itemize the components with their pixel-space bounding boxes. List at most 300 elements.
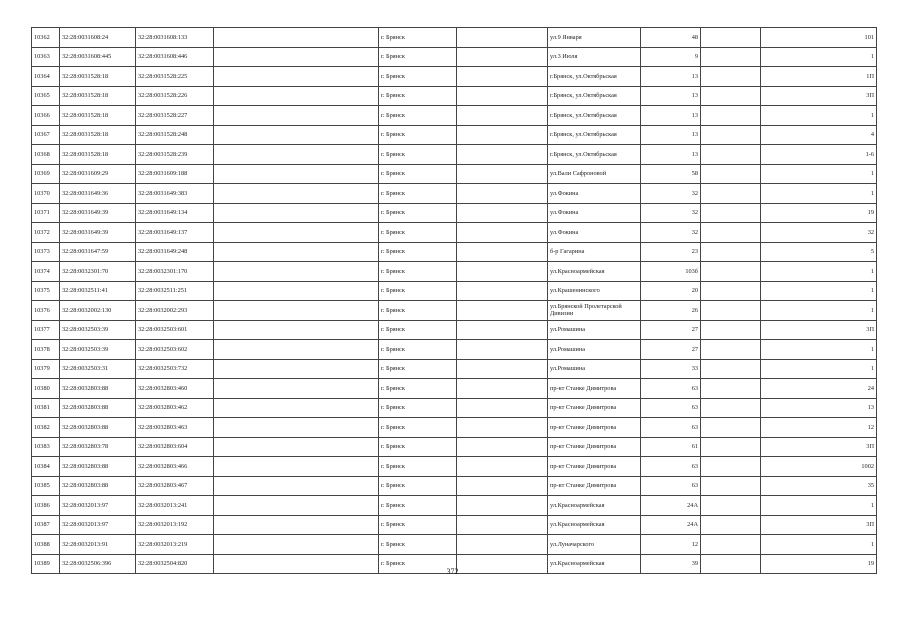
empty-cell	[214, 106, 379, 126]
city-cell: г. Брянск	[379, 28, 457, 48]
empty-cell	[214, 203, 379, 223]
city-cell: г. Брянск	[379, 125, 457, 145]
city-cell: г. Брянск	[379, 106, 457, 126]
house-number-cell: 58	[641, 164, 701, 184]
house-number-cell: 12	[641, 535, 701, 555]
cadastral-block-number: 32:28:0032511:41	[60, 281, 136, 301]
table-row	[32, 398, 877, 418]
cadastral-object-number: 32:28:0032503:601	[136, 320, 214, 340]
empty-cell-2	[457, 47, 548, 67]
empty-cell	[214, 340, 379, 360]
house-number-cell: 24А	[641, 515, 701, 535]
cadastral-block-number: 32:28:0032503:39	[60, 320, 136, 340]
empty-cell-2	[457, 164, 548, 184]
house-number-cell: 63	[641, 398, 701, 418]
empty-cell-2	[457, 496, 548, 516]
table-row	[32, 535, 877, 555]
empty-cell	[214, 281, 379, 301]
row-number: 10379	[32, 359, 60, 379]
cadastral-block-number: 32:28:0031528:18	[60, 86, 136, 106]
house-number-cell: 48	[641, 28, 701, 48]
house-number-cell: 24А	[641, 496, 701, 516]
city-cell: г. Брянск	[379, 223, 457, 243]
house-number-cell: 63	[641, 418, 701, 438]
house-number-cell: 13	[641, 145, 701, 165]
street-cell: пр-кт Станке Димитрова	[548, 379, 641, 399]
table-row	[32, 281, 877, 301]
empty-cell	[214, 67, 379, 87]
city-cell: г. Брянск	[379, 320, 457, 340]
empty-cell	[214, 496, 379, 516]
table-row	[32, 437, 877, 457]
empty-cell-2	[457, 515, 548, 535]
empty-cell-3	[701, 281, 761, 301]
house-number-cell: 103б	[641, 262, 701, 282]
cadastral-object-number: 32:28:0032013:241	[136, 496, 214, 516]
empty-cell-2	[457, 437, 548, 457]
table-row	[32, 86, 877, 106]
house-number-cell: 32	[641, 184, 701, 204]
table-row	[32, 457, 877, 477]
register-table	[31, 27, 877, 574]
city-cell: г. Брянск	[379, 145, 457, 165]
row-number: 10380	[32, 379, 60, 399]
row-number: 10365	[32, 86, 60, 106]
house-number-cell: 27	[641, 320, 701, 340]
empty-cell-3	[701, 340, 761, 360]
cadastral-object-number: 32:28:0031528:239	[136, 145, 214, 165]
apartment-cell: 3П	[761, 86, 877, 106]
empty-cell-2	[457, 106, 548, 126]
city-cell: г. Брянск	[379, 398, 457, 418]
apartment-cell: 19	[761, 203, 877, 223]
empty-cell-2	[457, 535, 548, 555]
empty-cell-3	[701, 515, 761, 535]
street-cell: ул.Фокина	[548, 184, 641, 204]
house-number-cell: 33	[641, 359, 701, 379]
row-number: 10362	[32, 28, 60, 48]
empty-cell	[214, 535, 379, 555]
street-cell: ул.Вали Сафроновой	[548, 164, 641, 184]
table-row	[32, 106, 877, 126]
apartment-cell: 1	[761, 106, 877, 126]
empty-cell-2	[457, 340, 548, 360]
empty-cell-3	[701, 437, 761, 457]
city-cell: г. Брянск	[379, 379, 457, 399]
table-row	[32, 515, 877, 535]
row-number: 10381	[32, 398, 60, 418]
street-cell: ул.3 Июля	[548, 47, 641, 67]
cadastral-block-number: 32:28:0032803:88	[60, 418, 136, 438]
empty-cell-3	[701, 359, 761, 379]
street-cell: ул.Красноармейская	[548, 515, 641, 535]
cadastral-block-number: 32:28:0031528:18	[60, 145, 136, 165]
row-number: 10389	[32, 554, 60, 574]
empty-cell-3	[701, 125, 761, 145]
cadastral-object-number: 32:28:0031528:225	[136, 67, 214, 87]
table-row	[32, 47, 877, 67]
cadastral-block-number: 32:28:0032503:39	[60, 340, 136, 360]
apartment-cell: 1	[761, 535, 877, 555]
table-row	[32, 184, 877, 204]
cadastral-block-number: 32:28:0032013:97	[60, 496, 136, 516]
row-number: 10373	[32, 242, 60, 262]
cadastral-object-number: 32:28:0032803:463	[136, 418, 214, 438]
row-number: 10368	[32, 145, 60, 165]
empty-cell-2	[457, 457, 548, 477]
cadastral-block-number: 32:28:0031649:39	[60, 203, 136, 223]
row-number: 10377	[32, 320, 60, 340]
table-row	[32, 379, 877, 399]
street-cell: г.Брянск, ул.Октябрьская	[548, 86, 641, 106]
empty-cell-3	[701, 418, 761, 438]
table-row	[32, 145, 877, 165]
apartment-cell: 1	[761, 359, 877, 379]
house-number-cell: 9	[641, 47, 701, 67]
cadastral-object-number: 32:28:0031649:137	[136, 223, 214, 243]
table-row	[32, 340, 877, 360]
empty-cell	[214, 301, 379, 321]
empty-cell-2	[457, 86, 548, 106]
row-number: 10387	[32, 515, 60, 535]
street-cell: г.Брянск, ул.Октябрьская	[548, 67, 641, 87]
street-cell: пр-кт Станке Димитрова	[548, 476, 641, 496]
city-cell: г. Брянск	[379, 164, 457, 184]
cadastral-block-number: 32:28:0032803:78	[60, 437, 136, 457]
apartment-cell: 19	[761, 554, 877, 574]
street-cell: г.Брянск, ул.Октябрьская	[548, 145, 641, 165]
empty-cell-3	[701, 86, 761, 106]
empty-cell-2	[457, 125, 548, 145]
empty-cell	[214, 86, 379, 106]
house-number-cell: 20	[641, 281, 701, 301]
city-cell: г. Брянск	[379, 301, 457, 321]
empty-cell	[214, 359, 379, 379]
row-number: 10388	[32, 535, 60, 555]
table-row	[32, 476, 877, 496]
cadastral-object-number: 32:28:0032504:820	[136, 554, 214, 574]
row-number: 10378	[32, 340, 60, 360]
cadastral-object-number: 32:28:0032511:251	[136, 281, 214, 301]
street-cell: пр-кт Станке Димитрова	[548, 437, 641, 457]
cadastral-block-number: 32:28:0032301:70	[60, 262, 136, 282]
empty-cell	[214, 418, 379, 438]
city-cell: г. Брянск	[379, 242, 457, 262]
empty-cell-2	[457, 398, 548, 418]
apartment-cell: 3П	[761, 320, 877, 340]
empty-cell	[214, 184, 379, 204]
street-cell: ул.Крашенинского	[548, 281, 641, 301]
empty-cell-2	[457, 242, 548, 262]
table-body	[32, 28, 877, 574]
apartment-cell: 1	[761, 496, 877, 516]
empty-cell	[214, 476, 379, 496]
cadastral-object-number: 32:28:0031528:226	[136, 86, 214, 106]
empty-cell-3	[701, 262, 761, 282]
city-cell: г. Брянск	[379, 86, 457, 106]
table-row	[32, 262, 877, 282]
empty-cell-2	[457, 281, 548, 301]
city-cell: г. Брянск	[379, 554, 457, 574]
house-number-cell: 23	[641, 242, 701, 262]
empty-cell	[214, 457, 379, 477]
empty-cell	[214, 125, 379, 145]
row-number: 10363	[32, 47, 60, 67]
apartment-cell: 1	[761, 301, 877, 321]
cadastral-block-number: 32:28:0031528:18	[60, 125, 136, 145]
cadastral-block-number: 32:28:0032013:91	[60, 535, 136, 555]
row-number: 10383	[32, 437, 60, 457]
apartment-cell: 1	[761, 281, 877, 301]
empty-cell	[214, 320, 379, 340]
empty-cell	[214, 164, 379, 184]
row-number: 10382	[32, 418, 60, 438]
row-number: 10364	[32, 67, 60, 87]
empty-cell	[214, 242, 379, 262]
apartment-cell: 5	[761, 242, 877, 262]
row-number: 10367	[32, 125, 60, 145]
empty-cell-2	[457, 476, 548, 496]
empty-cell-3	[701, 164, 761, 184]
page-number: 372	[446, 567, 459, 576]
empty-cell-3	[701, 28, 761, 48]
house-number-cell: 27	[641, 340, 701, 360]
street-cell: ул.Ромашина	[548, 340, 641, 360]
street-cell: б-р Гагарина	[548, 242, 641, 262]
house-number-cell: 13	[641, 67, 701, 87]
city-cell: г. Брянск	[379, 457, 457, 477]
table-row	[32, 67, 877, 87]
city-cell: г. Брянск	[379, 262, 457, 282]
row-number: 10384	[32, 457, 60, 477]
empty-cell-2	[457, 67, 548, 87]
apartment-cell: 3П	[761, 437, 877, 457]
cadastral-block-number: 32:28:0032506:396	[60, 554, 136, 574]
apartment-cell: 4	[761, 125, 877, 145]
cadastral-block-number: 32:28:0031528:18	[60, 106, 136, 126]
apartment-cell: 32	[761, 223, 877, 243]
apartment-cell: 13	[761, 398, 877, 418]
empty-cell-3	[701, 145, 761, 165]
cadastral-object-number: 32:28:0031609:188	[136, 164, 214, 184]
empty-cell	[214, 515, 379, 535]
empty-cell	[214, 28, 379, 48]
table-row	[32, 320, 877, 340]
empty-cell	[214, 398, 379, 418]
empty-cell-3	[701, 106, 761, 126]
table-row	[32, 28, 877, 48]
table-row	[32, 418, 877, 438]
apartment-cell: 24	[761, 379, 877, 399]
city-cell: г. Брянск	[379, 184, 457, 204]
table-row	[32, 223, 877, 243]
street-cell: пр-кт Станке Димитрова	[548, 457, 641, 477]
city-cell: г. Брянск	[379, 203, 457, 223]
apartment-cell: 12	[761, 418, 877, 438]
apartment-cell: 35	[761, 476, 877, 496]
row-number: 10385	[32, 476, 60, 496]
table-row	[32, 359, 877, 379]
apartment-cell: 1002	[761, 457, 877, 477]
cadastral-block-number: 32:28:0032803:88	[60, 476, 136, 496]
cadastral-object-number: 32:28:0032301:170	[136, 262, 214, 282]
cadastral-object-number: 32:28:0032503:732	[136, 359, 214, 379]
city-cell: г. Брянск	[379, 359, 457, 379]
cadastral-object-number: 32:28:0031649:248	[136, 242, 214, 262]
empty-cell-3	[701, 535, 761, 555]
cadastral-object-number: 32:28:0032013:219	[136, 535, 214, 555]
cadastral-block-number: 32:28:0031647:59	[60, 242, 136, 262]
row-number: 10370	[32, 184, 60, 204]
cadastral-block-number: 32:28:0031608:24	[60, 28, 136, 48]
cadastral-block-number: 32:28:0032803:88	[60, 398, 136, 418]
city-cell: г. Брянск	[379, 47, 457, 67]
empty-cell-2	[457, 223, 548, 243]
row-number: 10372	[32, 223, 60, 243]
empty-cell-2	[457, 262, 548, 282]
empty-cell-3	[701, 184, 761, 204]
empty-cell-3	[701, 496, 761, 516]
empty-cell-3	[701, 379, 761, 399]
cadastral-object-number: 32:28:0031528:227	[136, 106, 214, 126]
house-number-cell: 13	[641, 125, 701, 145]
house-number-cell: 32	[641, 223, 701, 243]
empty-cell-2	[457, 145, 548, 165]
house-number-cell: 63	[641, 379, 701, 399]
row-number: 10376	[32, 301, 60, 321]
cadastral-object-number: 32:28:0032803:604	[136, 437, 214, 457]
empty-cell-3	[701, 476, 761, 496]
cadastral-object-number: 32:28:0031528:248	[136, 125, 214, 145]
street-cell: ул.9 Января	[548, 28, 641, 48]
street-cell: г.Брянск, ул.Октябрьская	[548, 125, 641, 145]
row-number: 10386	[32, 496, 60, 516]
city-cell: г. Брянск	[379, 281, 457, 301]
city-cell: г. Брянск	[379, 496, 457, 516]
empty-cell	[214, 47, 379, 67]
row-number: 10375	[32, 281, 60, 301]
street-cell: ул.Красноармейская	[548, 262, 641, 282]
row-number: 10366	[32, 106, 60, 126]
cadastral-object-number: 32:28:0031649:134	[136, 203, 214, 223]
empty-cell-3	[701, 320, 761, 340]
house-number-cell: 63	[641, 476, 701, 496]
city-cell: г. Брянск	[379, 437, 457, 457]
city-cell: г. Брянск	[379, 515, 457, 535]
house-number-cell: 13	[641, 86, 701, 106]
city-cell: г. Брянск	[379, 476, 457, 496]
table-row	[32, 301, 877, 321]
street-cell: ул.Красноармейская	[548, 554, 641, 574]
city-cell: г. Брянск	[379, 67, 457, 87]
apartment-cell: 1	[761, 262, 877, 282]
street-cell: ул.Ромашина	[548, 359, 641, 379]
house-number-cell: 32	[641, 203, 701, 223]
apartment-cell: 101	[761, 28, 877, 48]
empty-cell-2	[457, 418, 548, 438]
cadastral-object-number: 32:28:0032803:460	[136, 379, 214, 399]
street-cell: ул.Луначарского	[548, 535, 641, 555]
empty-cell-3	[701, 47, 761, 67]
house-number-cell: 61	[641, 437, 701, 457]
city-cell: г. Брянск	[379, 340, 457, 360]
cadastral-block-number: 32:28:0032002:130	[60, 301, 136, 321]
cadastral-object-number: 32:28:0032503:602	[136, 340, 214, 360]
cadastral-block-number: 32:28:0031609:29	[60, 164, 136, 184]
empty-cell-3	[701, 203, 761, 223]
empty-cell-2	[457, 203, 548, 223]
cadastral-block-number: 32:28:0032503:31	[60, 359, 136, 379]
table-row	[32, 242, 877, 262]
row-number: 10374	[32, 262, 60, 282]
street-cell: пр-кт Станке Димитрова	[548, 398, 641, 418]
cadastral-block-number: 32:28:0031649:36	[60, 184, 136, 204]
cadastral-object-number: 32:28:0032803:462	[136, 398, 214, 418]
empty-cell	[214, 262, 379, 282]
cadastral-object-number: 32:28:0032803:467	[136, 476, 214, 496]
cadastral-block-number: 32:28:0032803:88	[60, 379, 136, 399]
apartment-cell: 1-6	[761, 145, 877, 165]
cadastral-block-number: 32:28:0032013:97	[60, 515, 136, 535]
empty-cell	[214, 379, 379, 399]
empty-cell-2	[457, 359, 548, 379]
empty-cell-3	[701, 457, 761, 477]
street-cell: ул.Красноармейская	[548, 496, 641, 516]
empty-cell-2	[457, 28, 548, 48]
empty-cell-2	[457, 301, 548, 321]
empty-cell-2	[457, 320, 548, 340]
street-cell: ул.Фокина	[548, 223, 641, 243]
city-cell: г. Брянск	[379, 418, 457, 438]
cadastral-object-number: 32:28:0032803:466	[136, 457, 214, 477]
apartment-cell: 1	[761, 164, 877, 184]
city-cell: г. Брянск	[379, 535, 457, 555]
apartment-cell: 1	[761, 340, 877, 360]
street-cell: пр-кт Станке Димитрова	[548, 418, 641, 438]
table-row	[32, 496, 877, 516]
cadastral-block-number: 32:28:0031608:445	[60, 47, 136, 67]
empty-cell-2	[457, 379, 548, 399]
table-row	[32, 164, 877, 184]
apartment-cell: 3П	[761, 515, 877, 535]
empty-cell	[214, 437, 379, 457]
apartment-cell: 1	[761, 47, 877, 67]
row-number: 10371	[32, 203, 60, 223]
cadastral-block-number: 32:28:0031528:18	[60, 67, 136, 87]
apartment-cell: 1	[761, 184, 877, 204]
empty-cell-3	[701, 67, 761, 87]
table-row	[32, 203, 877, 223]
empty-cell-3	[701, 242, 761, 262]
house-number-cell: 13	[641, 106, 701, 126]
street-cell: ул.Ромашина	[548, 320, 641, 340]
cadastral-object-number: 32:28:0032002:293	[136, 301, 214, 321]
empty-cell-3	[701, 398, 761, 418]
house-number-cell: 26	[641, 301, 701, 321]
cadastral-block-number: 32:28:0031649:39	[60, 223, 136, 243]
cadastral-object-number: 32:28:0032013:192	[136, 515, 214, 535]
house-number-cell: 63	[641, 457, 701, 477]
empty-cell-2	[457, 184, 548, 204]
street-cell: г.Брянск, ул.Октябрьская	[548, 106, 641, 126]
cadastral-object-number: 32:28:0031608:446	[136, 47, 214, 67]
empty-cell-3	[701, 301, 761, 321]
cadastral-block-number: 32:28:0032803:88	[60, 457, 136, 477]
street-cell: ул.Брянской Пролетарской Дивизии	[548, 301, 641, 321]
cadastral-object-number: 32:28:0031649:383	[136, 184, 214, 204]
empty-cell-3	[701, 223, 761, 243]
house-number-cell: 39	[641, 554, 701, 574]
